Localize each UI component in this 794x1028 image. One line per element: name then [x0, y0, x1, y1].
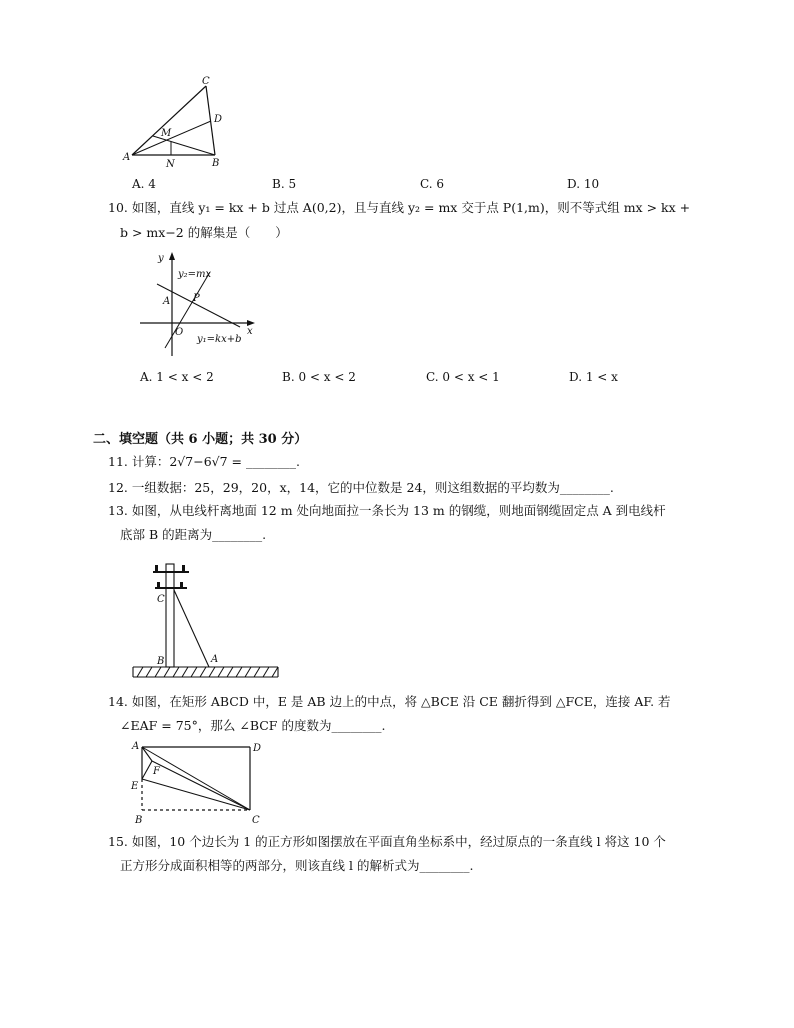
q10-option-d: D. 1 < x	[569, 370, 618, 384]
q9-option-b: B. 5	[272, 177, 297, 191]
label-B: B	[157, 656, 165, 667]
label-E: E	[131, 781, 139, 792]
q12-text: 12. 一组数据：25，29，20，x，14，它的中位数是 24，则这组数据的平均数为________.	[108, 480, 614, 495]
label-A: A	[211, 654, 219, 665]
label-x: x	[247, 326, 253, 337]
label-A: A	[132, 741, 140, 752]
label-B: B	[135, 815, 143, 826]
q10-line1: 10. 如图，直线 y₁ = kx + b 过点 A(0,2)，且与直线 y₂ = mx 交于点 P(1,m)，则不等式组 mx > kx +	[108, 200, 691, 215]
label-F: F	[153, 766, 160, 777]
section-title: 二、填空题（共 6 小题；共 30 分）	[93, 432, 308, 447]
label-D: D	[253, 743, 262, 754]
q9-triangle-figure	[120, 72, 230, 172]
label-C: C	[252, 815, 260, 826]
q14-line1: 14. 如图，在矩形 ABCD 中，E 是 AB 边上的中点，将 △BCE 沿 CE 翻折得到 △FCE，连接 AF. 若	[108, 694, 671, 709]
q14-rectangle-figure	[125, 737, 270, 827]
label-B: B	[212, 158, 220, 169]
label-C: C	[202, 76, 210, 87]
label-D: D	[214, 114, 223, 125]
label-M: M	[161, 128, 172, 139]
q14-line2: ∠EAF = 75°，那么 ∠BCF 的度数为________.	[120, 718, 386, 733]
q13-line2: 底部 B 的距离为________.	[120, 527, 267, 542]
label-y: y	[158, 253, 164, 264]
label-N: N	[166, 159, 175, 170]
q15-line1: 15. 如图，10 个边长为 1 的正方形如图摆放在平面直角坐标系中，经过原点的一条直线 l 将这 10 个	[108, 834, 666, 849]
label-y1: y₁=kx+b	[197, 334, 242, 345]
q9-option-d: D. 10	[567, 177, 600, 191]
q11-text: 11. 计算：2√7−6√7 = ________.	[108, 454, 300, 469]
q10-graph-figure	[135, 248, 265, 360]
q9-option-a: A. 4	[132, 177, 156, 191]
q9-option-c: C. 6	[420, 177, 445, 191]
label-O: O	[175, 327, 184, 338]
label-P: P	[193, 293, 200, 304]
q10-option-c: C. 0 < x < 1	[426, 370, 500, 384]
label-A: A	[163, 296, 171, 307]
q15-line2: 正方形分成面积相等的两部分，则该直线 l 的解析式为________.	[120, 858, 474, 873]
q10-line2: b > mx−2 的解集是（ ）	[120, 225, 288, 240]
label-C: C	[157, 594, 165, 605]
label-A: A	[123, 152, 131, 163]
q13-line1: 13. 如图，从电线杆离地面 12 m 处向地面拉一条长为 13 m 的钢缆，则地面钢缆固定点 A 到电线杆	[108, 503, 666, 518]
q10-option-a: A. 1 < x < 2	[140, 370, 214, 384]
q10-option-b: B. 0 < x < 2	[282, 370, 356, 384]
label-y2: y₂=mx	[178, 269, 212, 280]
q13-pole-figure	[125, 558, 285, 682]
